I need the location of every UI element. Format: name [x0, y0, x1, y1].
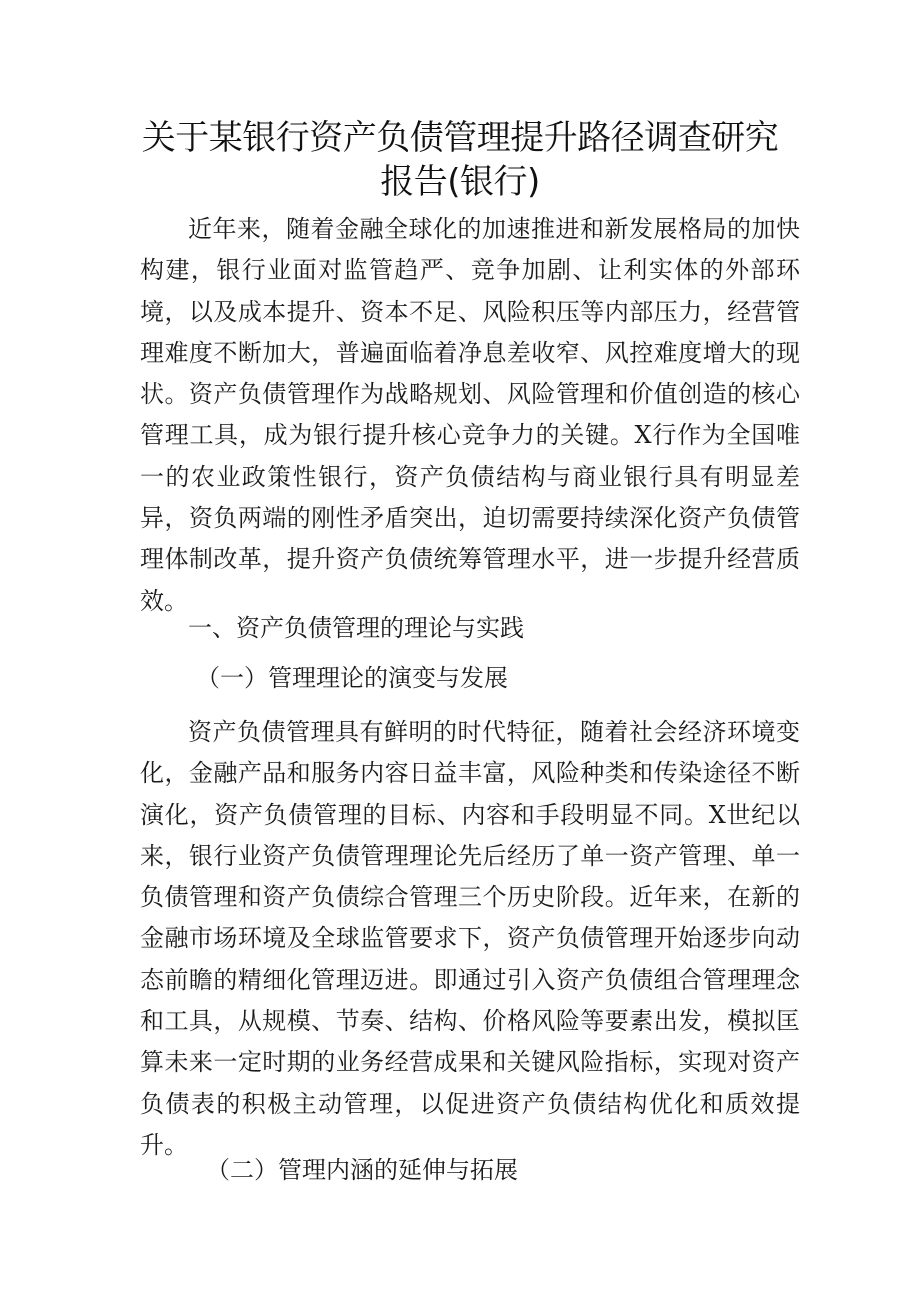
theory-paragraph: 资产负债管理具有鲜明的时代特征，随着社会经济环境变化，金融产品和服务内容日益丰富，风险种类和传染途径不断演化，资产负债管理的目标、内容和手段明显不同。X世纪以来，银行业资产负债管理理论先后经历了单一资产管理、单一负债管理和资产负债综合管理三个历史阶段。近年来，在新的金融市场环境及全球监管要求下，资产负债管理开始逐步向动态前瞻的精细化管理迈进。即通过引入资产负债组合管理理念和工具，从规模、节奏、结构、价格风险等要素出发，模拟匡算未来一定时期的业务经营成果和关键风险指标，实现对资产负债表的积极主动管理，以促进资产负债结构优化和质效提升。	[140, 718, 800, 1159]
subsection-heading-1-1: （一）管理理论的演变与发展	[196, 664, 508, 692]
document-title-line-2: 报告(银行)	[380, 162, 540, 202]
section-heading-1: 一、资产负债管理的理论与实践	[188, 614, 524, 642]
intro-paragraph: 近年来，随着金融全球化的加速推进和新发展格局的加快构建，银行业面对监管趋严、竞争加剧、让利实体的外部环境，以及成本提升、资本不足、风险积压等内部压力，经营管理难度不断加大，普遍面临着净息差收窄、风控难度增大的现状。资产负债管理作为战略规划、风险管理和价值创造的核心管理工具，成为银行提升核心竞争力的关键。X行作为全国唯一的农业政策性银行，资产负债结构与商业银行具有明显差异，资负两端的刚性矛盾突出，迫切需要持续深化资产负债管理体制改革，提升资产负债统筹管理水平，进一步提升经营质效。	[140, 215, 800, 615]
document-title-line-1: 关于某银行资产负债管理提升路径调查研究	[141, 118, 779, 158]
subsection-heading-1-2: （二）管理内涵的延伸与拓展	[206, 1156, 518, 1184]
